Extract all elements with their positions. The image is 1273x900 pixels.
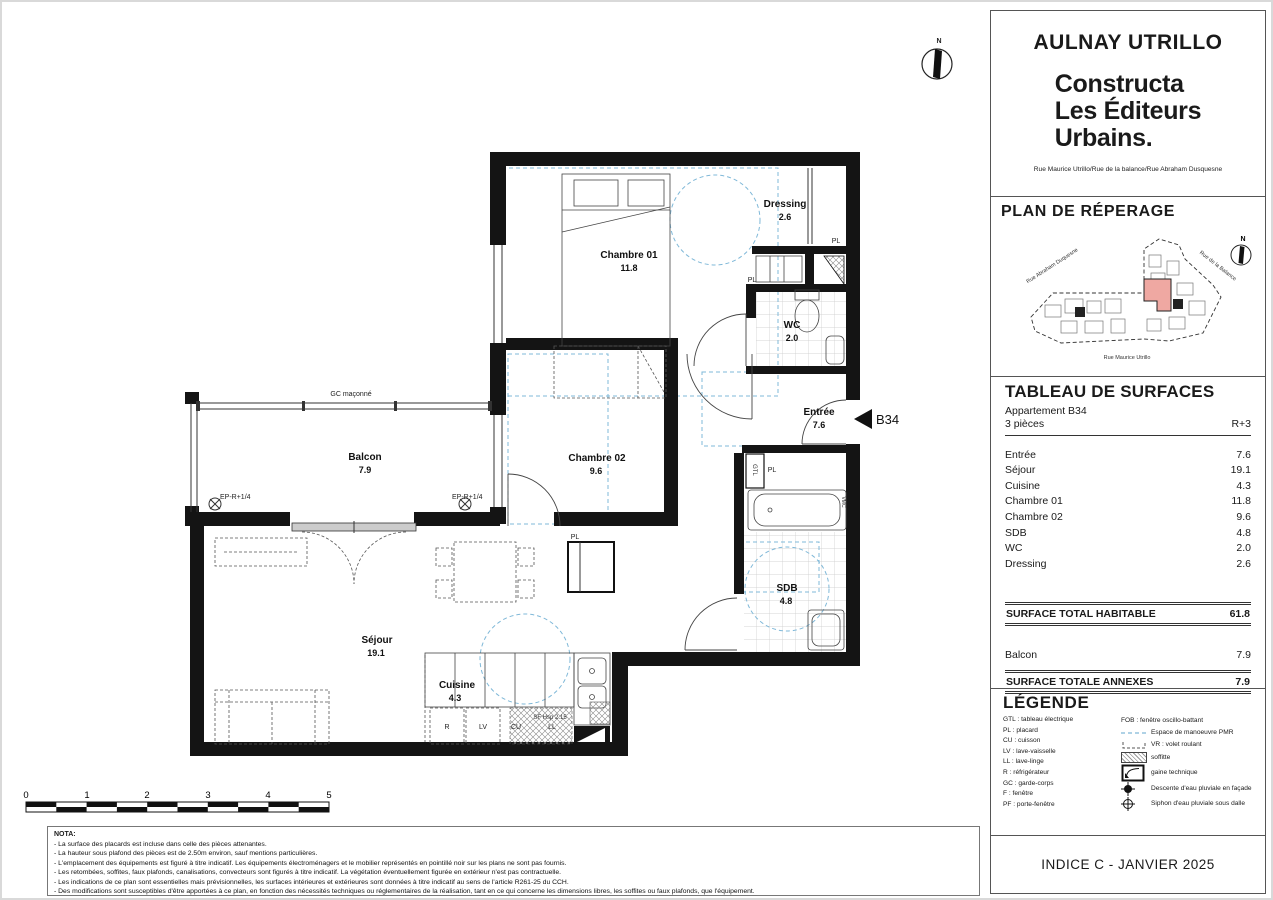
key-plan xyxy=(1001,221,1257,369)
rainwater-siphon-icon xyxy=(1121,797,1151,811)
floor-plan-drawing xyxy=(2,2,987,900)
total-annexes-label: SURFACE TOTALE ANNEXES xyxy=(1006,675,1154,688)
unit-marker-label: B34 xyxy=(876,412,900,427)
legend-item-label: VR : volet roulant xyxy=(1151,741,1202,749)
room-area: 2.6 xyxy=(778,212,792,222)
room-label: WC xyxy=(783,320,801,331)
project-header xyxy=(991,11,1265,197)
annex-value: 7.9 xyxy=(1236,649,1251,662)
legend-item xyxy=(1121,752,1253,764)
legend-item xyxy=(1121,727,1253,739)
total-annexes-value: 7.9 xyxy=(1235,675,1250,688)
surface-row xyxy=(1005,494,1251,510)
surface-row-value: 2.6 xyxy=(1236,557,1251,570)
location-plan-title: PLAN DE RÉPERAGE xyxy=(1001,203,1176,220)
nota-line: - Les indications de ce plan sont essentielles mais prévisionnelles, les surfaces intérieures et extérieures sont données à titre indicatif au sens de l'article R261-25 du CCH. xyxy=(54,878,569,886)
room-area: 11.8 xyxy=(620,263,638,273)
gc-label: GC maçonné xyxy=(330,391,372,398)
surface-table-section xyxy=(991,377,1265,689)
developer-logo xyxy=(1055,71,1201,152)
legend-item-label: gaine technique xyxy=(1151,768,1198,776)
legend-item xyxy=(1121,782,1253,797)
room-area: 7.9 xyxy=(358,465,372,475)
street-label: Rue de la Balance xyxy=(1198,250,1238,283)
apartment-type-row xyxy=(1005,417,1251,436)
scale-tick: 3 xyxy=(205,790,211,801)
balcony-door xyxy=(292,521,416,584)
surface-row-label: Séjour xyxy=(1005,464,1036,477)
surface-row-value: 9.6 xyxy=(1236,510,1251,523)
legend-item-label: Espace de manoeuvre PMR xyxy=(1151,729,1234,737)
north-label: N xyxy=(936,38,942,45)
surface-row xyxy=(1005,479,1251,495)
legend-item-label: FOB : fenêtre oscillo-battant xyxy=(1121,717,1204,724)
dining-table xyxy=(436,542,534,602)
legend-item xyxy=(1121,764,1253,782)
legend-item: GTL : tableau électrique xyxy=(1003,716,1074,723)
soffite-height-label: SF Hsp 2.15 xyxy=(533,715,567,721)
project-title: AULNAY UTRILLO xyxy=(1033,31,1223,54)
scale-tick: 5 xyxy=(326,790,332,801)
surface-row xyxy=(1005,541,1251,557)
legend-left-column xyxy=(1003,715,1121,812)
legend-item-label: Siphon d'eau pluviale sous dalle xyxy=(1151,800,1246,808)
legend-item: LL : lave-linge xyxy=(1003,758,1044,766)
room-label: SDB xyxy=(776,583,798,594)
surface-row-label: WC xyxy=(1005,542,1023,555)
surface-row-label: Dressing xyxy=(1005,557,1047,570)
legend-item: F : fenêtre xyxy=(1003,790,1034,798)
surface-table-title: TABLEAU DE SURFACES xyxy=(1005,382,1215,401)
legend-item: LV : lave-vaisselle xyxy=(1003,747,1056,755)
annex-row xyxy=(1005,648,1251,664)
pmr-space-icon xyxy=(1121,729,1151,737)
north-compass-icon xyxy=(922,38,952,79)
legend-item: GC : garde-corps xyxy=(1003,779,1054,787)
building-footprint xyxy=(1031,239,1221,343)
surface-row-value: 4.3 xyxy=(1236,479,1251,492)
ep-label: EP-R+1/4 xyxy=(452,494,483,501)
sideboard xyxy=(215,538,307,566)
gaine-hatch xyxy=(824,256,844,284)
surface-row xyxy=(1005,463,1251,479)
total-habitable-label: SURFACE TOTAL HABITABLE xyxy=(1006,608,1156,621)
rolling-shutter-icon xyxy=(1121,740,1151,750)
legend-item: PF : porte-fenêtre xyxy=(1003,800,1055,808)
bed-chambre02 xyxy=(554,346,666,398)
revision-index xyxy=(991,836,1265,893)
room-area: 19.1 xyxy=(367,648,385,658)
fridge-label: R xyxy=(444,724,450,731)
nota-line: - La hauteur sous plafond des pièces est de 2.50m environ, sauf mentions particulières. xyxy=(54,850,318,858)
street-label: Rue Abraham Duquesne xyxy=(1025,247,1080,286)
closet-strip xyxy=(756,168,812,282)
room-area: 4.3 xyxy=(448,693,462,703)
surface-row-value: 2.0 xyxy=(1236,542,1251,555)
sofa xyxy=(215,690,329,744)
scale-bar xyxy=(23,790,331,812)
nota-line: - Les retombées, soffites, faux plafonds, canalisations, convecteurs sont figurés à titre indicatif. La végétation éventuellement figurée en extérieur n'est pas contractuelle. xyxy=(54,869,562,877)
street-label: Rue Maurice Utrillo xyxy=(1103,355,1151,361)
scale-tick: 4 xyxy=(265,790,271,801)
scale-tick: 0 xyxy=(23,790,29,801)
room-area: 7.6 xyxy=(812,420,826,430)
room-area: 4.8 xyxy=(779,596,793,606)
bathtub xyxy=(748,490,846,530)
total-habitable-row xyxy=(1005,602,1251,626)
room-label: Entrée xyxy=(803,407,835,418)
legend-item-label: Descente d'eau pluviale en façade xyxy=(1151,785,1252,793)
legend-item-label: soffitte xyxy=(1151,753,1171,761)
room-label: Séjour xyxy=(361,635,393,646)
surface-row-value: 4.8 xyxy=(1236,526,1251,539)
surface-row-value: 11.8 xyxy=(1231,495,1251,508)
legend-title: LÉGENDE xyxy=(1003,693,1090,712)
pl-label: PL xyxy=(747,277,757,284)
room-label: Balcon xyxy=(348,452,382,463)
surface-row-label: Cuisine xyxy=(1005,479,1041,492)
nota-line: - L'emplacement des équipements est figuré à titre indicatif. Les équipements électroménagers et le mobilier représentés en pointillé noir sur les plans ne sont pas fournis. xyxy=(54,859,567,867)
total-habitable-value: 61.8 xyxy=(1229,608,1250,621)
legend-right-column xyxy=(1121,715,1253,812)
pl-label: PL xyxy=(570,534,580,541)
surface-row xyxy=(1005,510,1251,526)
legend-section xyxy=(991,689,1265,836)
brand-line: Constructa xyxy=(1054,70,1184,98)
surface-row-label: Chambre 01 xyxy=(1005,495,1063,508)
scale-tick: 1 xyxy=(84,790,90,801)
north-label: N xyxy=(1240,236,1246,243)
legend-item: R : réfrigérateur xyxy=(1003,768,1050,776)
legend-item: CU : cuisson xyxy=(1003,737,1041,745)
hob-label: CU xyxy=(510,724,522,731)
surface-row-label: Chambre 02 xyxy=(1005,510,1063,523)
room-label: Chambre 01 xyxy=(600,250,658,261)
brand-line: Urbains. xyxy=(1054,124,1153,152)
project-address: Rue Maurice Utrillo/Rue de la balance/Rue Abraham Dusquesne xyxy=(1033,166,1223,173)
gtl-label: GTL xyxy=(751,464,757,476)
title-block-sidebar xyxy=(990,10,1266,894)
room-label: Dressing xyxy=(763,199,807,210)
rainwater-downpipe-icon xyxy=(1121,782,1151,796)
room-label: Chambre 02 xyxy=(568,453,626,464)
legend-item: PL : placard xyxy=(1003,726,1038,734)
surface-row xyxy=(1005,557,1251,573)
surface-row-label: Entrée xyxy=(1005,448,1036,461)
legend-item xyxy=(1121,715,1253,727)
room-label: Cuisine xyxy=(438,680,476,691)
washer-label: LL xyxy=(548,724,556,731)
apartment-id: Appartement B34 xyxy=(1005,405,1087,417)
annex-label: Balcon xyxy=(1005,649,1038,662)
pl-label: PL xyxy=(767,467,777,474)
unit-marker xyxy=(854,409,899,429)
surface-row-value: 7.6 xyxy=(1236,448,1251,461)
ep-label: EP-R+1/4 xyxy=(220,494,251,501)
revision-index-label: INDICE C - JANVIER 2025 xyxy=(1041,857,1215,872)
legend-item xyxy=(1121,797,1253,812)
room-area: 9.6 xyxy=(589,466,603,476)
dishwasher-label: LV xyxy=(478,724,488,731)
nota-title: NOTA: xyxy=(54,831,76,838)
scale-tick: 2 xyxy=(144,790,150,801)
legend-item xyxy=(1121,739,1253,751)
surface-row xyxy=(1005,448,1251,464)
vmc-label: VMC xyxy=(840,496,846,508)
floor-plan xyxy=(2,2,987,900)
nota-box xyxy=(47,826,980,896)
location-plan-section xyxy=(991,197,1265,377)
apartment-floor: R+3 xyxy=(1231,418,1251,430)
apartment-type: 3 pièces xyxy=(1005,418,1045,430)
brand-line: Les Éditeurs xyxy=(1054,97,1202,125)
hall-wardrobe xyxy=(568,542,614,592)
technical-duct-icon xyxy=(1121,764,1151,782)
surface-row-label: SDB xyxy=(1005,526,1027,539)
north-compass-icon xyxy=(1231,236,1251,265)
pl-label: PL xyxy=(831,238,841,245)
nota-line: - Des modifications sont susceptibles d'être apportées à ce plan, en fonction des nécessités techniques ou réglementaires de la réalisation, tant en ce qui concerne les dimensions libres, les soffites ou faux plafonds, que l'équipement. xyxy=(54,888,755,896)
nota-line: - La surface des placards est incluse dans celle des pièces attenantes. xyxy=(54,841,267,848)
surface-row-value: 19.1 xyxy=(1230,464,1251,477)
room-area: 2.0 xyxy=(785,333,799,343)
surface-row xyxy=(1005,526,1251,542)
soffit-hatch-icon xyxy=(1121,752,1151,763)
